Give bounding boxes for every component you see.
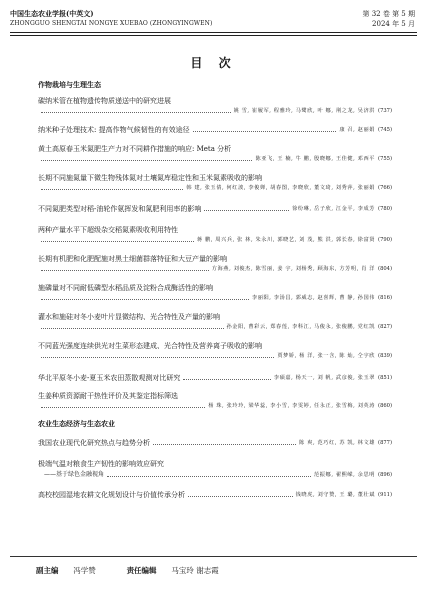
article-title[interactable]: 黄土高原春玉米氮肥生产力对不同耕作措施的响应: Meta 分析 <box>38 145 232 153</box>
page-number: (896) <box>378 472 392 478</box>
article-authors: 杨 珠, 张玲玲, 梁华蕊, 李小雪, 李雯婷, 任永正, 张雪梅, 刘英涛 <box>208 403 376 409</box>
section-heading: 农业生态经济与生态农业 <box>38 419 115 428</box>
article-authors: 姚 雪, 崔履军, 程雅玲, 马鹭欣, 叶 娜, 荆之龙, 吴济洪 <box>233 108 376 114</box>
leader-dots <box>153 444 296 445</box>
article-authors: 陈亚飞, 王 楠, 牛 鹏, 殷晓娜, 王佳健, 邓西平 <box>255 156 376 162</box>
article-title[interactable]: 长期不同施氮量下微生物残体氮对土壤氮库稳定性和玉米氮素吸收的影响 <box>38 174 262 182</box>
article-authors: 范振娜, 翟熙嵘, 余思明 <box>313 472 376 478</box>
leader-dots <box>204 210 289 211</box>
article-title[interactable]: 华北平原冬小麦-夏玉米农田蒸散观测对比研究 <box>38 374 181 382</box>
article-subtitle: ——基于绿色金融视角 <box>44 471 105 478</box>
leader-dots <box>41 112 231 113</box>
leader-dots <box>41 299 249 300</box>
leader-dots <box>41 270 209 271</box>
article-title[interactable]: 两种产量水平下超级杂交稻氮素吸收利用特性 <box>38 226 178 234</box>
article-title[interactable]: 生姜种质资源耐干热性评价及其鉴定指标筛选 <box>38 392 178 400</box>
article-title[interactable]: 碳纳米管在植物遗传物质递送中的研究进展 <box>38 97 171 105</box>
toc-entry[interactable] <box>38 125 392 135</box>
page-number: (851) <box>378 375 392 381</box>
deputy-editor-name: 冯学赞 <box>73 566 96 575</box>
leader-dots <box>41 357 274 358</box>
article-authors: 康 召, 赵丽娟 <box>339 127 376 133</box>
leader-dots <box>41 189 183 190</box>
toc-entry[interactable] <box>38 341 392 360</box>
toc-entry[interactable] <box>38 391 392 410</box>
article-authors: 蒋 鹏, 周兴兵, 张 林, 朱永川, 郭晓艺, 刘 茂, 熊 洪, 郭长春, 徐富贤 <box>196 237 376 243</box>
article-title[interactable]: 灌水和施硅对冬小麦叶片显微结构、光合特性及产量的影响 <box>38 313 220 321</box>
toc-entry[interactable] <box>38 204 392 214</box>
toc-entry[interactable] <box>38 96 392 115</box>
article-title[interactable]: 不同蓝光强度连续供光对生菜形态建成、光合特性及营养离子吸收的影响 <box>38 342 262 350</box>
article-title[interactable]: 极端气温对粮食生产韧性的影响效应研究 <box>38 460 164 468</box>
leader-dots <box>107 476 311 477</box>
page-number: (804) <box>378 266 392 272</box>
leader-dots <box>188 496 293 497</box>
article-authors: 方海燕, 刘俊杰, 陈雪丽, 姜 宇, 刘杨秀, 顾海东, 方芳明, 肖 洋 <box>211 266 376 272</box>
leader-dots <box>41 241 194 242</box>
toc-title: 目 次 <box>190 56 237 70</box>
responsible-editor-label: 责任编辑 <box>126 566 157 575</box>
page-number: (737) <box>378 108 392 114</box>
responsible-editor-names: 马宝玲 谢志霞 <box>171 566 219 575</box>
toc-entry[interactable] <box>38 438 392 448</box>
toc-entry[interactable] <box>38 312 392 331</box>
toc-entry[interactable] <box>38 373 392 383</box>
journal-name-cn: 中国生态农业学报(中英文) <box>10 9 94 18</box>
article-authors: 李丽阳, 李汤昌, 郭威志, 赵喜辉, 曹 静, 孙国伟 <box>251 295 376 301</box>
leader-dots <box>193 131 337 132</box>
page-number: (877) <box>378 440 392 446</box>
section-heading: 作物栽培与生理生态 <box>38 80 101 89</box>
article-authors: 钱晓虎, 刘守赞, 王 璐, 董壮斌 <box>295 492 376 498</box>
page-number: (790) <box>378 237 392 243</box>
issue-date: 2024 年 5 月 <box>372 20 415 28</box>
article-title[interactable]: 高校校园湿地农耕文化规划设计与价值传承分析 <box>38 491 185 499</box>
leader-dots <box>41 160 252 161</box>
footer-rule <box>10 556 417 557</box>
page-number: (911) <box>378 492 392 498</box>
leader-dots <box>183 379 270 380</box>
article-authors: 陈 爽, 范巧红, 苏 凯, 林文雄 <box>299 440 376 446</box>
article-authors: 李硕嘉, 杨天一, 刘 帆, 武彦俊, 张玉翠 <box>273 375 376 381</box>
journal-name-en: ZHONGGUO SHENGTAI NONGYE XUEBAO (ZHONGYINGWEN) <box>10 20 213 27</box>
toc-entry[interactable] <box>38 225 392 244</box>
article-title[interactable]: 纳米种子处理技术: 提高作物气候韧性的有效途径 <box>38 126 190 134</box>
article-authors: 孙金阳, 曹彩云, 郑春莲, 李科江, 马俊永, 张俊鹏, 党红凯 <box>226 324 376 330</box>
toc-entry[interactable] <box>38 283 392 302</box>
journal-name <box>10 9 212 29</box>
toc-entry[interactable] <box>38 144 392 163</box>
leader-dots <box>41 328 224 329</box>
page-number: (766) <box>378 185 392 191</box>
page-number: (745) <box>378 127 392 133</box>
page-number: (816) <box>378 295 392 301</box>
toc-entry[interactable] <box>38 254 392 273</box>
article-title[interactable]: 不同氮肥类型对稻-油轮作氨挥发和氮肥利用率的影响 <box>38 205 202 213</box>
toc-entry[interactable] <box>38 173 392 192</box>
deputy-editor-label: 副主编 <box>36 566 59 575</box>
page-number: (755) <box>378 156 392 162</box>
toc-entry[interactable] <box>38 459 392 479</box>
leader-dots <box>41 407 205 408</box>
toc-entry[interactable] <box>38 490 392 500</box>
article-authors: 贾梦娇, 杨 洋, 张一含, 陈 灿, 仝宇欣 <box>277 353 376 359</box>
article-title[interactable]: 施磷量对不同耐低磷型水稻品质及淀粉合成酶活性的影响 <box>38 284 213 292</box>
article-title[interactable]: 我国农业现代化研究热点与趋势分析 <box>38 439 150 447</box>
editor-credits <box>36 565 219 576</box>
article-title[interactable]: 长期有机肥和化肥配施对黑土细菌群落特征和大豆产量的影响 <box>38 255 227 263</box>
header-rule-thick <box>10 32 417 33</box>
page-number: (860) <box>378 403 392 409</box>
volume-issue: 第 32 卷 第 5 期 <box>362 10 415 18</box>
page-number: (827) <box>378 324 392 330</box>
page-number: (839) <box>378 353 392 359</box>
header-rule-thin <box>10 35 417 36</box>
article-authors: 韩 建, 张玉倩, 何红波, 李俊婵, 胡春图, 李晓欣, 董文琦, 刘秀萍, 张丽娟 <box>186 185 376 191</box>
page-number: (780) <box>378 206 392 212</box>
issue-info <box>363 9 416 29</box>
article-authors: 徐纷琳, 岳子欣, 江金平, 李成芳 <box>292 206 376 212</box>
